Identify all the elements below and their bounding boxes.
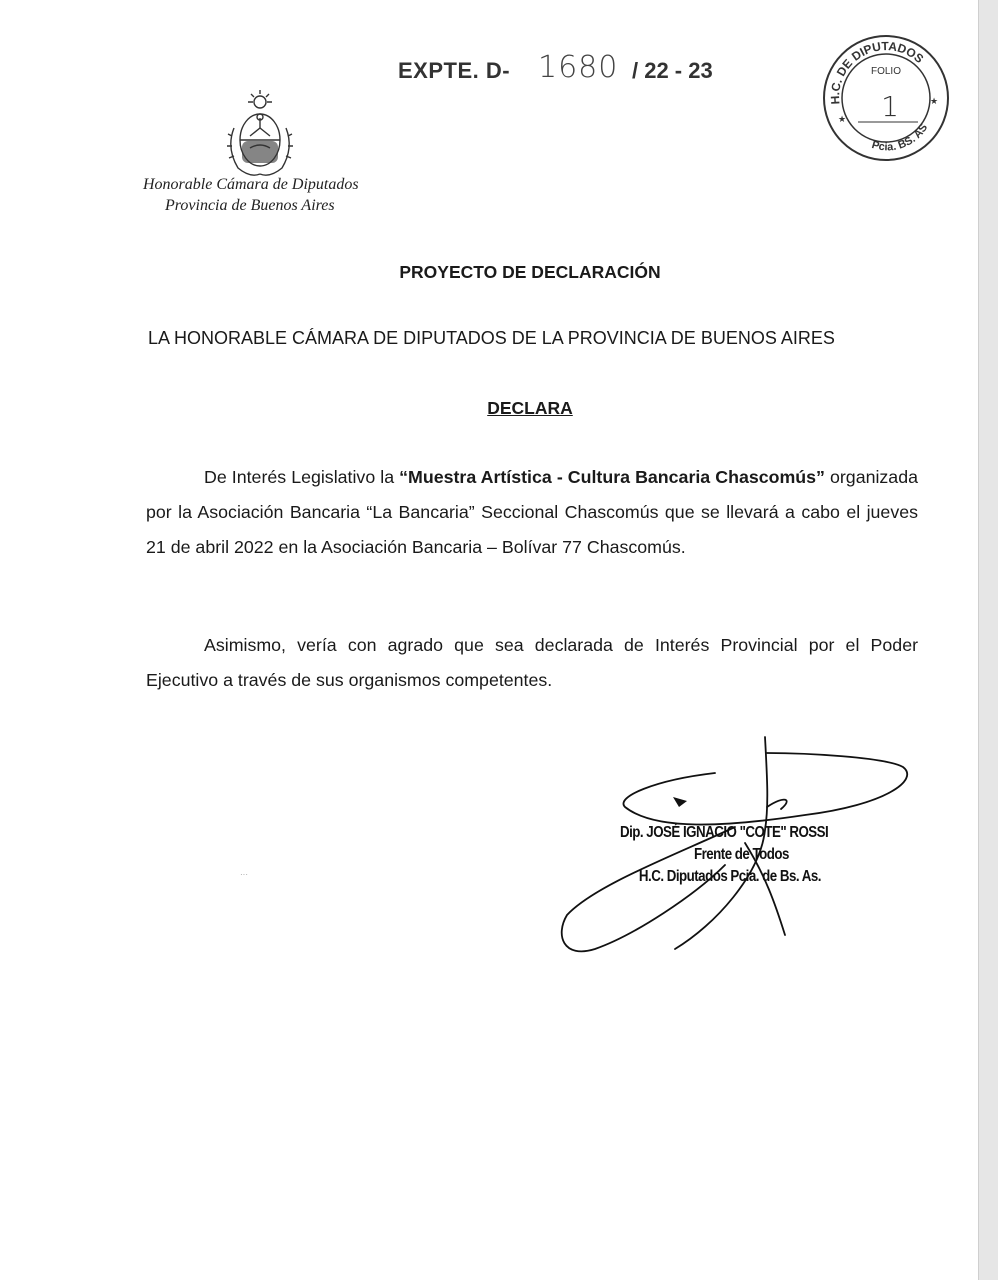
page-edge [978, 0, 998, 1280]
stamp-folio-label: FOLIO [870, 66, 902, 77]
paragraph-2 [146, 628, 918, 698]
document-title: PROYECTO DE DECLARACIÓN [399, 262, 661, 282]
signatory-office: H.C. Diputados Pcia. de Bs. As. [638, 868, 821, 885]
expediente-year: / 22 - 23 [632, 58, 713, 83]
paragraph-2-text: Asimismo, vería con agrado que sea declarada de Interés Provincial por el Poder Ejecutivo a través de sus organismos competentes. [146, 635, 918, 690]
event-name: “Muestra Artística - Cultura Bancaria Chascomús” [399, 467, 825, 487]
svg-text:★: ★ [838, 114, 847, 124]
coat-of-arms-icon [220, 88, 300, 180]
institution-line-1: Honorable Cámara de Diputados [143, 176, 359, 193]
institution-name [143, 174, 359, 216]
paragraph-1-rest: organizada por la Asociación Bancaria “La Bancaria” Seccional Chascomús que se llevará a cabo el jueves 21 de abril 2022 en la Asociación Bancaria – Bolívar 77 Chascomús. [146, 467, 918, 557]
signatory-bloc: Frente de Todos [693, 846, 789, 863]
signature-block [620, 822, 828, 888]
paragraph-1 [146, 460, 918, 565]
signatory-name: Dip. JOSÉ IGNACIO "COTE" ROSSI [620, 824, 829, 841]
institution-line-2: Provincia de Buenos Aires [165, 197, 335, 214]
chamber-heading: LA HONORABLE CÁMARA DE DIPUTADOS DE LA PROVINCIA DE BUENOS AIRES [148, 328, 835, 348]
expediente-label: EXPTE. D- [398, 58, 511, 83]
stamp-folio-number: 1 [881, 90, 899, 123]
paragraph-1-intro: De Interés Legislativo la [204, 467, 400, 487]
declara-heading: DECLARA [487, 398, 573, 418]
stamp-bottom-text: Pcia. BS. AS [870, 121, 931, 154]
faint-mark: ··· [240, 870, 248, 879]
stamp-outer-text: H.C. DE DIPUTADOS [827, 39, 927, 105]
expediente-number: 1680 [538, 50, 619, 85]
folio-stamp [818, 34, 954, 162]
svg-text:★: ★ [930, 96, 939, 106]
